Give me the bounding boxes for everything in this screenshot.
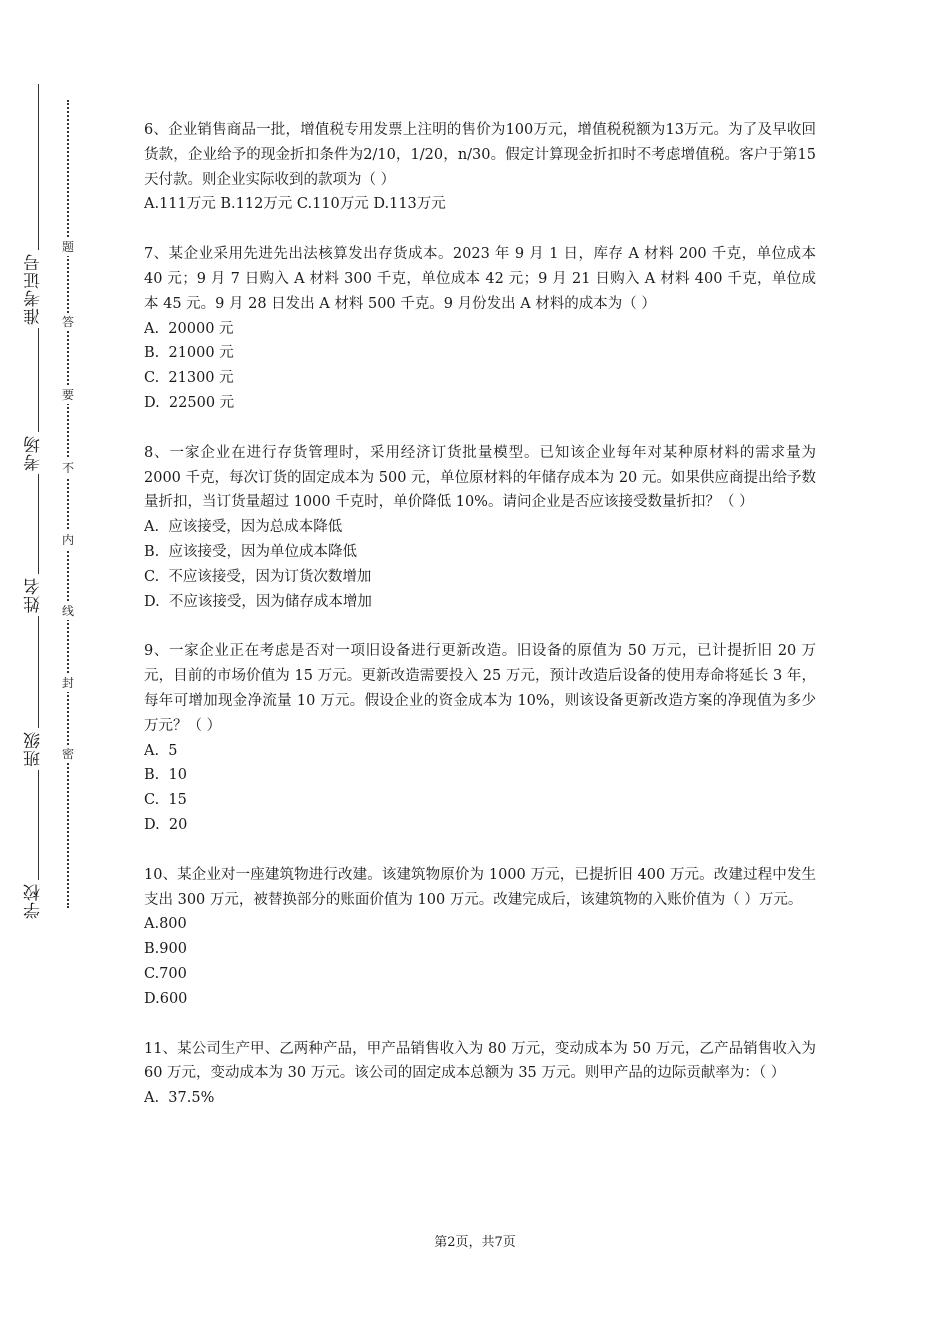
option-d: D. 不应该接受，因为储存成本增加 [144, 593, 372, 610]
question-11 [144, 1037, 816, 1111]
question-7 [144, 242, 816, 416]
page-footer: 第2页，共7页 [434, 1235, 516, 1250]
seal-char: 不 [61, 461, 74, 475]
option-c: C. 15 [144, 792, 187, 809]
option-b: B. 应该接受，因为单位成本降低 [144, 543, 357, 560]
option-a: A. 应该接受，因为总成本降低 [144, 519, 343, 536]
option-a: A.800 [144, 916, 187, 933]
option-b: B.900 [144, 941, 187, 958]
question-stem: 9、一家企业正在考虑是否对一项旧设备进行更新改造。旧设备的原值为 50 万元，已计提折旧 20 万元，目前的市场价值为 15 万元。更新改造需要投入 25 万元，预计改造后设备的使用寿命将延长 3 年，每年可增加现金净流量 10 万元。假设企业的资金成本为 10%，则该设备更新改造方案的净现值为多少万元？（ ） [144, 643, 816, 734]
seal-dotted-line [67, 100, 69, 908]
class-label: 班级 [26, 728, 52, 770]
option-c: C. 不应该接受，因为订货次数增加 [144, 568, 372, 585]
school-label: 学校 [26, 880, 52, 922]
option-a: A. 37.5% [144, 1090, 215, 1107]
question-stem: 7、某企业采用先进先出法核算发出存货成本。2023 年 9 月 1 日，库存 A 材料 200 千克，单位成本 40 元；9 月 7 日购入 A 材料 300 千克，单位成本 42 元；9 月 21 日购入 A 材料 400 千克，单位成本 45 元。9 月 28 日发出 A 材料 500 千克。9 月份发出 A 材料的成本为（ ） [144, 246, 816, 312]
question-stem: 10、某企业对一座建筑物进行改建。该建筑物原价为 1000 万元，已提折旧 400 万元。改建过程中发生支出 300 万元，被替换部分的账面价值为 100 万元。改建完成后，该建筑物的入账价值为（ ）万元。 [144, 866, 816, 908]
binding-margin [0, 0, 110, 1344]
question-8 [144, 441, 816, 615]
option-d: D. 22500 元 [144, 394, 235, 411]
option-d: D. 20 [144, 816, 188, 833]
question-list [144, 118, 816, 1136]
option-b: B. 10 [144, 767, 187, 784]
option-line: A.111万元 B.112万元 C.110万元 D.113万元 [144, 196, 446, 213]
seal-char: 线 [61, 604, 74, 618]
exam-room-label: 考场 [26, 432, 52, 474]
question-10 [144, 863, 816, 1012]
question-6 [144, 118, 816, 217]
seal-char: 封 [61, 676, 74, 690]
binding-solid-line [38, 84, 39, 904]
admission-number-label: 准考证号 [26, 250, 52, 328]
seal-char: 要 [61, 388, 74, 402]
question-stem: 6、企业销售商品一批，增值税专用发票上注明的售价为100万元，增值税税额为13万元。为了及早收回货款，企业给予的现金折扣条件为2/10，1/20，n/30。假定计算现金折扣时不考虑增值税。客户于第15天付款。则企业实际收到的款项为（ ） [144, 122, 816, 188]
option-d: D.600 [144, 990, 188, 1007]
option-a: A. 20000 元 [144, 320, 234, 337]
seal-char: 答 [61, 315, 74, 329]
option-c: C.700 [144, 965, 187, 982]
seal-char: 密 [61, 747, 74, 761]
name-label: 姓名 [26, 574, 52, 616]
question-stem: 11、某公司生产甲、乙两种产品，甲产品销售收入为 80 万元，变动成本为 50 万元，乙产品销售收入为 60 万元，变动成本为 30 万元。该公司的固定成本总额为 35 万元。则甲产品的边际贡献率为：（ ） [144, 1040, 816, 1082]
question-9 [144, 639, 816, 837]
question-stem: 8、一家企业在进行存货管理时，采用经济订货批量模型。已知该企业每年对某种原材料的需求量为 2000 千克，每次订货的固定成本为 500 元，单位原材料的年储存成本为 20 元。如果供应商提出给予数量折扣，当订货量超过 1000 千克时，单价降低 10%。请问企业是否应该接受数量折扣？（ ） [144, 444, 816, 511]
option-a: A. 5 [144, 742, 178, 759]
seal-char: 题 [61, 240, 74, 254]
seal-char: 内 [61, 533, 74, 547]
option-b: B. 21000 元 [144, 345, 234, 362]
option-c: C. 21300 元 [144, 370, 234, 387]
